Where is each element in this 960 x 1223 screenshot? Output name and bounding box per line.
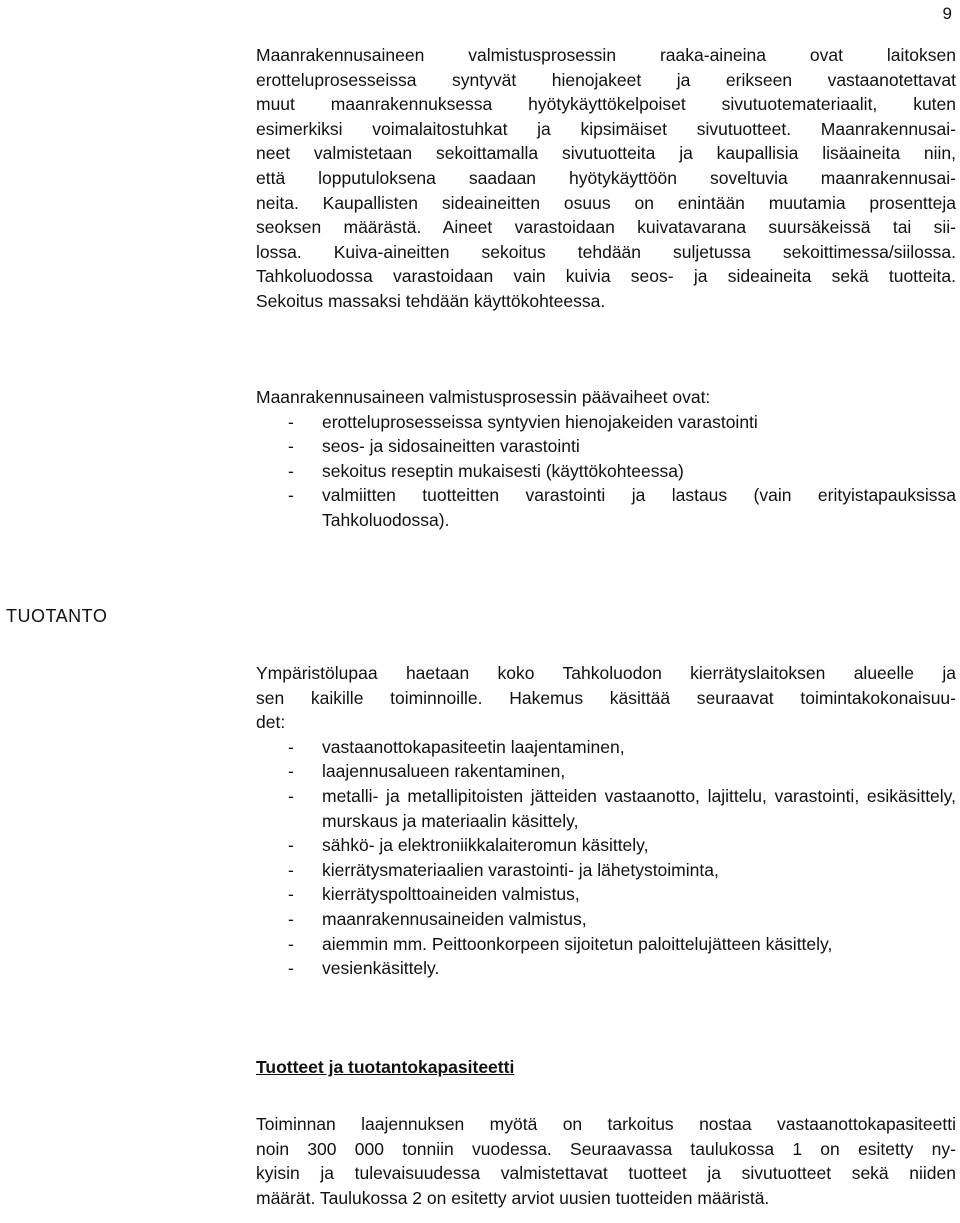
list-item: - aiemmin mm. Peittoonkorpeen sijoitetun paloittelujätteen käsittely, [256, 932, 956, 957]
intro-line: neet valmistetaan sekoittamalla sivutuotteita ja kaupallisia lisäaineita niin, [256, 143, 956, 164]
intro-line: Tahkoluodossa varastoidaan vain kuivia seos- ja sideaineita sekä tuotteita. [256, 266, 956, 287]
sub-heading: Tuotteet ja tuotantokapasiteetti [256, 1057, 515, 1077]
intro-line: muut maanrakennuksessa hyötykäyttökelpoiset sivutuotemateriaalit, kuten [256, 94, 956, 115]
intro-line: neita. Kaupallisten sideaineitten osuus on enintään muutamia prosentteja [256, 192, 956, 213]
intro-line: Maanrakennusaineen valmistusprosessin raaka-aineina ovat laitoksen [256, 45, 956, 65]
list-item: - sekoitus reseptin mukaisesti (käyttökohteessa) [256, 459, 956, 484]
section-heading: TUOTANTO [6, 606, 108, 626]
intro-line: lossa. Kuiva-aineitten sekoitus tehdään suljetussa sekoittimessa/siilossa. [256, 241, 956, 262]
intro-paragraph [256, 43, 956, 314]
products-paragraph [256, 1112, 956, 1210]
production-line: Ympäristölupaa haetaan koko Tahkoluodon kierrätyslaitoksen alueelle ja [256, 663, 956, 683]
production-paragraph [256, 661, 956, 735]
list-item: - laajennusalueen rakentaminen, [256, 759, 956, 784]
list-item: - kierrätyspolttoaineiden valmistus, [256, 882, 956, 907]
list-item: - erotteluprosesseissa syntyvien hienojakeiden varastointi [256, 410, 956, 435]
intro-line: esimerkiksi voimalaitostuhkat ja kipsimäiset sivutuotteet. Maanrakennusai- [256, 118, 956, 139]
production-line: sen kaikille toiminnoille. Hakemus käsittää seuraavat toimintakokonaisuu- [256, 687, 956, 708]
products-line: kyisin ja tulevaisuudessa valmistettavat tuotteet ja sivutuotteet sekä niiden [256, 1163, 956, 1184]
production-list [256, 735, 956, 981]
production-section [256, 661, 956, 981]
list-item: - vesienkäsittely. [256, 956, 956, 981]
list-item: - valmiitten tuotteitten varastointi ja lastaus (vain erityistapauksissa Tahkoluodossa). [256, 483, 956, 532]
list-item: - seos- ja sidosaineitten varastointi [256, 434, 956, 459]
list-item: - kierrätysmateriaalien varastointi- ja lähetystoiminta, [256, 858, 956, 883]
intro-line: erotteluprosesseissa syntyvät hienojakeet ja erikseen vastaanotettavat [256, 69, 956, 90]
phases-list [256, 410, 956, 533]
list-item: - maanrakennusaineiden valmistus, [256, 907, 956, 932]
phases-section [256, 385, 956, 533]
intro-line: seoksen määrästä. Aineet varastoidaan kuivatavarana suursäkeissä tai sii- [256, 217, 956, 238]
list-item: - sähkö- ja elektroniikkalaiteromun käsittely, [256, 833, 956, 858]
products-line: Toiminnan laajennuksen myötä on tarkoitus nostaa vastaanottokapasiteetti [256, 1114, 956, 1134]
production-line: det: [256, 712, 286, 733]
list-item: - metalli- ja metallipitoisten jätteiden vastaanotto, lajittelu, varastointi, esikäsittely, murskaus ja materiaalin käsittely, [256, 784, 956, 833]
phases-lead: Maanrakennusaineen valmistusprosessin päävaiheet ovat: [256, 387, 711, 407]
page-number: 9 [942, 4, 952, 23]
products-line: määrät. Taulukossa 2 on esitetty arviot uusien tuotteiden määristä. [256, 1187, 770, 1208]
intro-line: Sekoitus massaksi tehdään käyttökohteessa. [256, 290, 606, 311]
intro-line: että lopputuloksena saadaan hyötykäyttöön soveltuvia maanrakennusai- [256, 167, 956, 188]
list-item: - vastaanottokapasiteetin laajentaminen, [256, 735, 956, 760]
products-line: noin 300 000 tonniin vuodessa. Seuraavassa taulukossa 1 on esitetty ny- [256, 1138, 956, 1159]
